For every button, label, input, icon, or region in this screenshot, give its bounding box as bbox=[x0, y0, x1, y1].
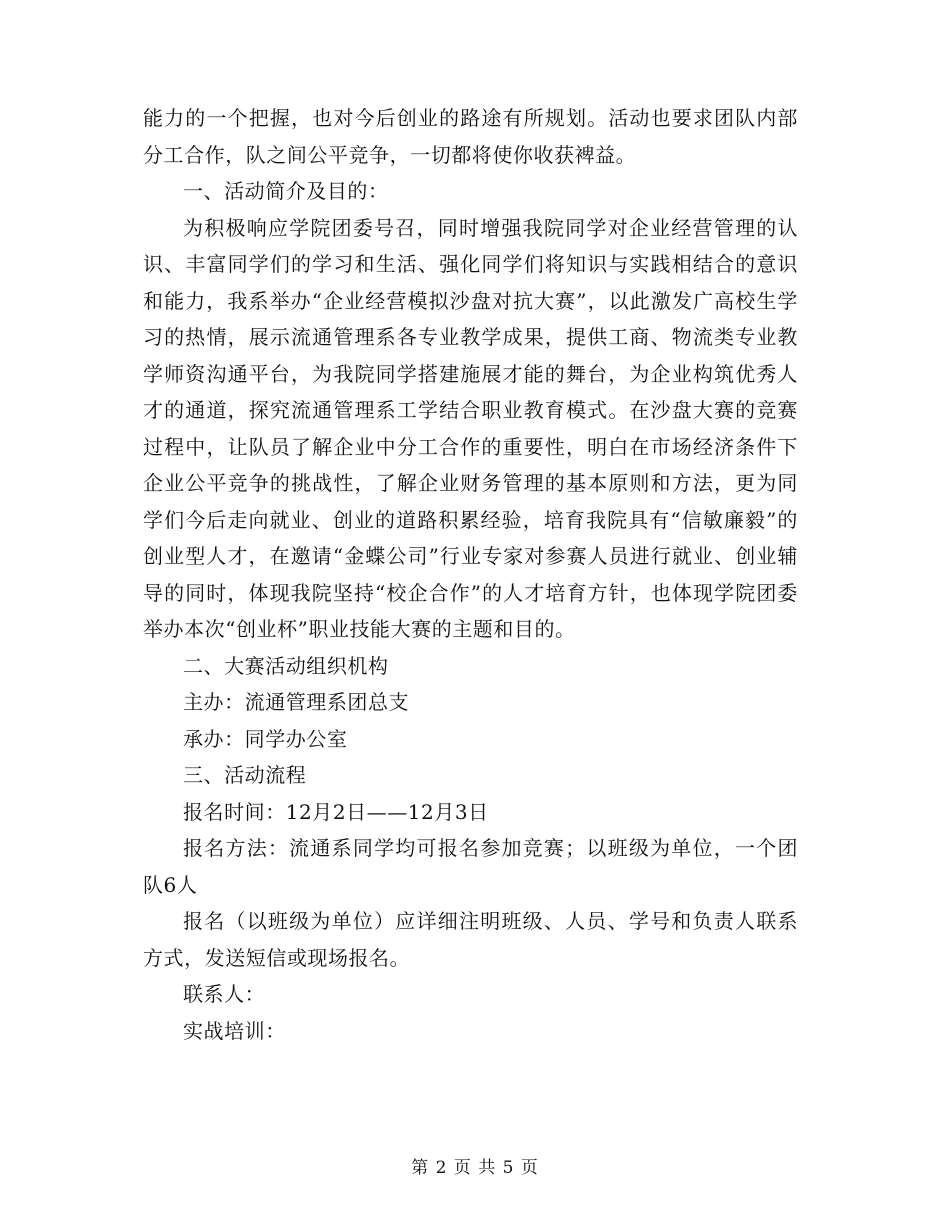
registration-method: 报名方法：流通系同学均可报名参加竞赛；以班级为单位，一个团队6人 bbox=[143, 836, 798, 897]
section-heading-process: 三、活动流程 bbox=[183, 763, 307, 787]
document-body bbox=[143, 100, 798, 1049]
co-organizer-line: 承办：同学办公室 bbox=[183, 726, 348, 751]
paragraph-continuation: 能力的一个把握，也对今后创业的路途有所规划。活动也要求团队内部分工合作，队之间公平竞争，一切都将使你收获裨益。 bbox=[143, 106, 798, 167]
registration-details: 报名（以班级为单位）应详细注明班级、人员、学号和负责人联系方式，发送短信或现场报名。 bbox=[143, 909, 798, 970]
registration-time: 报名时间：12月2日——12月3日 bbox=[183, 799, 489, 824]
practical-training: 实战培训： bbox=[183, 1018, 286, 1043]
page-number-footer: 第 2 页 共 5 页 bbox=[411, 1158, 539, 1178]
contact-person: 联系人： bbox=[183, 982, 266, 1006]
organizer-line: 主办：流通管理系团总支 bbox=[183, 690, 410, 714]
section-heading-intro: 一、活动简介及目的： bbox=[183, 179, 389, 203]
section-heading-organization: 二、大赛活动组织机构 bbox=[183, 653, 389, 678]
paragraph-purpose: 为积极响应学院团委号召，同时增强我院同学对企业经营管理的认识、丰富同学们的学习和生活、强化同学们将知识与实践相结合的意识和能力，我系举办“企业经营模拟沙盘对抗大赛”，以此激发广高校生学习的热情，展示流通管理系各专业教学成果，提供工商、物流类专业教学师资沟通平台，为我院同学搭建施展才能的舞台，为企业构筑优秀人才的通道，探究流通管理系工学结合职业教育模式。在沙盘大赛的竞赛过程中，让队员了解企业中分工合作的重要性，明白在市场经济条件下企业公平竞争的挑战性，了解企业财务管理的基本原则和方法，更为同学们今后走向就业、创业的道路积累经验，培育我院具有“信敏廉毅”的创业型人才，在邀请“金蝶公司”行业专家对参赛人员进行就业、创业辅导的同时，体现我院坚持“校企合作”的人才培育方针，也体现学院团委举办本次“创业杯”职业技能大赛的主题和目的。 bbox=[143, 215, 798, 641]
